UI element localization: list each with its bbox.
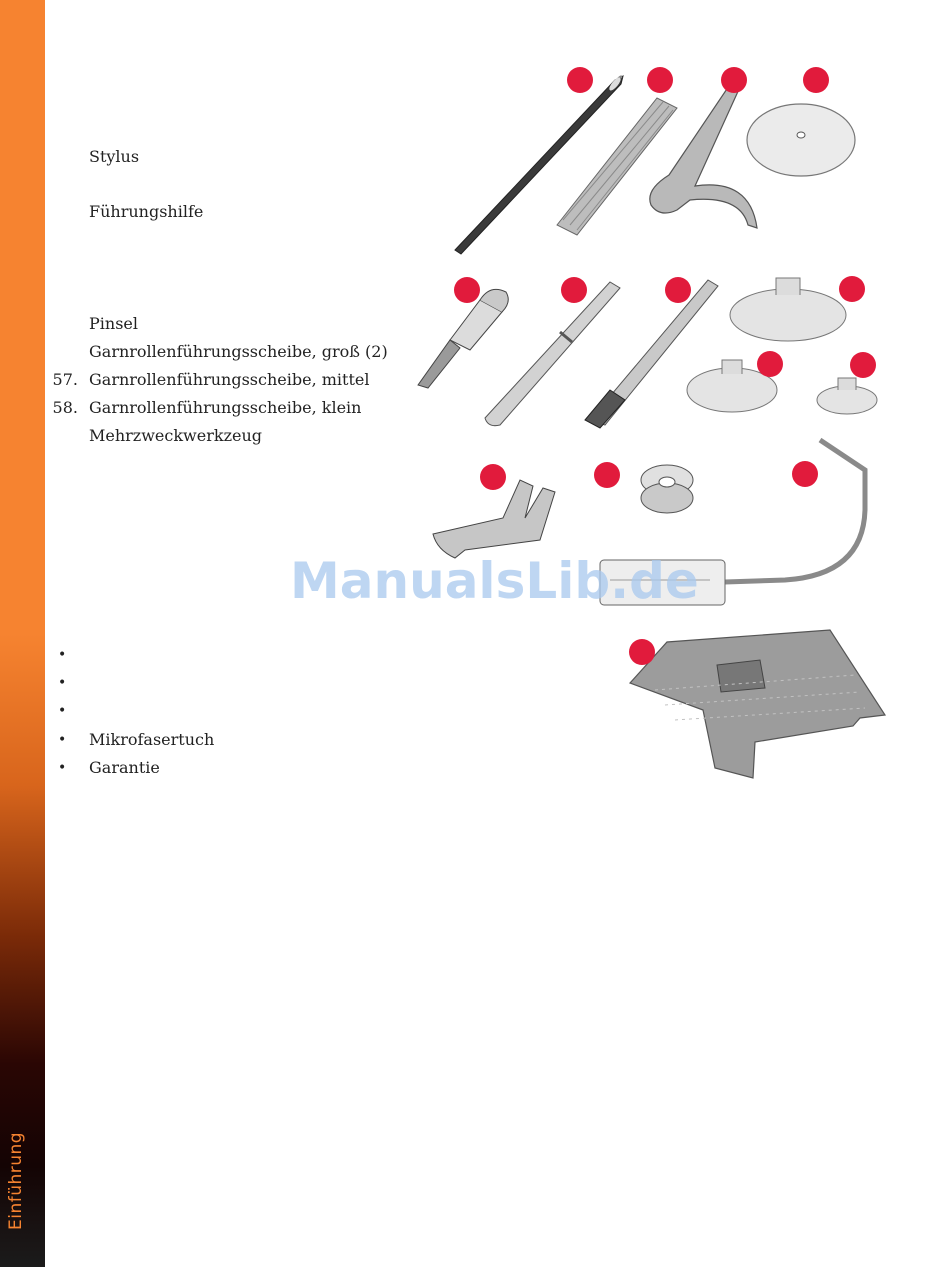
list-item-guide: Führungshilfe [89,202,204,221]
list-item-spool-cap-large: Garnrollenführungsscheibe, groß (2) [89,342,388,361]
list-item-multipurpose-tool: Mehrzweckwerkzeug [89,426,263,445]
spool-holder-icon [650,74,757,228]
bullet-icon: • [58,675,67,691]
seam-ripper-brush-icon [557,98,677,235]
list-item-number: 57. [52,370,78,389]
list-item-stylus: Stylus [89,147,140,166]
accessories-row-1 [445,60,875,260]
bobbin-icon [641,465,693,513]
list-item-spool-cap-medium: Garnrollenführungsscheibe, mittel [89,370,370,389]
stitch-plate-icon [630,630,885,778]
spool-cap-icon [747,104,855,176]
bullet-icon: • [58,760,67,776]
accessories-row-2 [410,270,890,430]
bullet-icon: • [58,732,67,748]
screwdriver-icon [418,289,508,388]
list-item-number: 58. [52,398,78,417]
accessories-row-4 [625,630,890,780]
bullet-icon: • [58,647,67,663]
list-item-brush: Pinsel [89,314,138,333]
watermark: ManualsLib.de [290,552,699,610]
section-side-band [0,0,45,1267]
bullet-item-microfiber-cloth: Mikrofasertuch [89,730,215,749]
section-label: Einführung [6,1131,26,1230]
list-item-spool-cap-small: Garnrollenführungsscheibe, klein [89,398,362,417]
bullet-item-warranty: Garantie [89,758,160,777]
stylus-icon [455,76,623,254]
multipurpose-tool-icon [433,480,555,558]
bullet-icon: • [58,703,67,719]
